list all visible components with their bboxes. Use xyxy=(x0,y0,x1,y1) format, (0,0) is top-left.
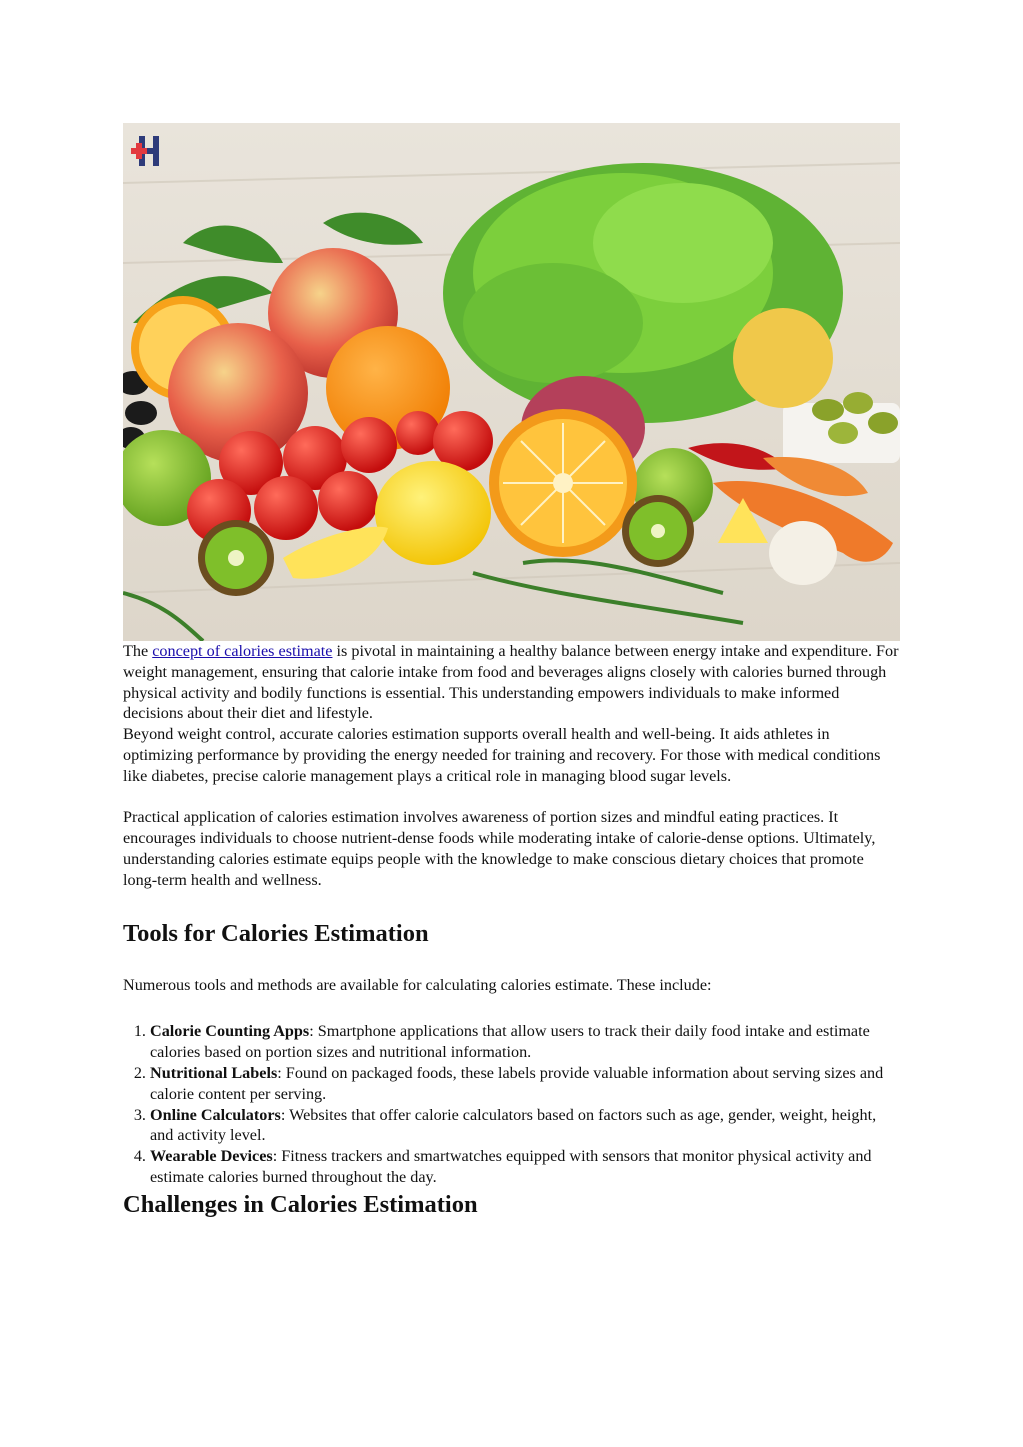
list-item xyxy=(150,1063,900,1105)
list-item-text: : Found on packaged foods, these labels provide valuable information about serving sizes and calorie content per serving. xyxy=(150,1063,884,1103)
tools-heading: Tools for Calories Estimation xyxy=(123,919,429,947)
challenges-heading: Challenges in Calories Estimation xyxy=(123,1190,478,1218)
tools-intro: Numerous tools and methods are available for calculating calories estimate. These include: xyxy=(123,975,712,994)
list-item-term: Wearable Devices xyxy=(150,1147,273,1166)
article-body xyxy=(123,641,900,1222)
list-item xyxy=(150,1146,900,1188)
list-item-term: Online Calculators xyxy=(150,1105,281,1124)
list-item-term: Nutritional Labels xyxy=(150,1063,278,1082)
intro-p1-prefix: The xyxy=(123,642,153,660)
list-item-text: : Websites that offer calorie calculators based on factors such as age, gender, weight, height, and activity level. xyxy=(150,1105,877,1145)
list-item-term: Calorie Counting Apps xyxy=(150,1022,310,1041)
concept-of-calories-estimate-link[interactable]: concept of calories estimate xyxy=(152,642,333,660)
intro-paragraph-2: Beyond weight control, accurate calories estimation supports overall health and well-being. It aids athletes in optimizing performance by providing the energy needed for training and recovery. For those with medical conditions like diabetes, precise calorie management plays a critical role in managing blood sugar levels. xyxy=(123,725,881,785)
list-item-text: : Smartphone applications that allow users to track their daily food intake and estimate calories based on portion sizes and nutritional information. xyxy=(150,1022,870,1062)
intro-p1-suffix: is pivotal in maintaining a healthy balance between energy intake and expenditure. For weight management, ensuring that calorie intake from food and beverages aligns closely with calories burned through physical activity and bodily functions is essential. This understanding empowers individuals to make informed decisions about their diet and lifestyle. xyxy=(123,642,899,723)
intro-paragraph-3: Practical application of calories estimation involves awareness of portion sizes and mindful eating practices. It encourages individuals to choose nutrient-dense foods while moderating intake of calorie-dense options. Ultimately, understanding calories estimate equips people with the knowledge to make conscious dietary choices that promote long-term health and wellness. xyxy=(123,808,876,889)
list-item xyxy=(150,1105,900,1147)
tools-list xyxy=(123,1021,900,1187)
vegetables-fruits-photo xyxy=(123,123,900,641)
list-item-text: : Fitness trackers and smartwatches equipped with sensors that monitor physical activity and estimate calories burned throughout the day. xyxy=(150,1147,872,1186)
intro-paragraph-1 xyxy=(123,641,900,724)
list-item xyxy=(150,1021,900,1063)
